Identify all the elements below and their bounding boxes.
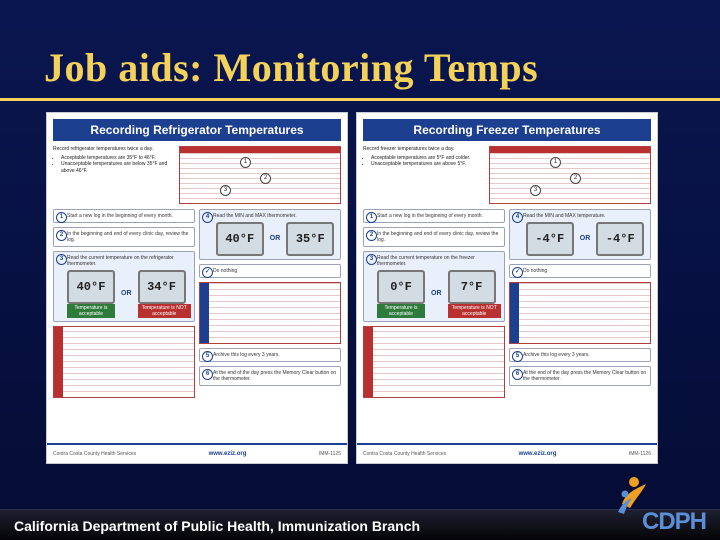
poster-intro-text — [363, 146, 485, 204]
cdph-logo — [616, 474, 706, 536]
report-form-image — [509, 282, 651, 344]
acceptable-label: Temperature is acceptable — [377, 304, 425, 318]
callout-2: 2 — [260, 173, 271, 184]
callout-3: 3 — [530, 185, 541, 196]
thermometer-display: -4°F — [596, 222, 644, 256]
poster-footer-left: Contra Costa County Health Services — [363, 451, 447, 457]
callout-1: 1 — [240, 157, 251, 168]
log-header — [180, 147, 340, 153]
acceptable-label: Temperature is acceptable — [67, 304, 115, 318]
step-1: 1 Start a new log in the beginning of every month. — [53, 209, 195, 223]
step-6: 6 At the end of the day press the Memory Clear button on the thermometer. — [199, 366, 341, 386]
poster-footer-left: Contra Costa County Health Services — [53, 451, 137, 457]
poster-steps — [53, 209, 341, 449]
poster-banner: Recording Freezer Temperatures — [363, 119, 651, 141]
not-acceptable-label: Temperature is NOT acceptable — [138, 304, 192, 318]
thermometer-display: 34°F — [138, 270, 186, 304]
poster-footer-right: IMM-1126 — [628, 451, 651, 457]
intro-line: Record refrigerator temperatures twice a day. — [53, 146, 154, 152]
thermometer-display: -4°F — [526, 222, 574, 256]
step-2: 2 In the beginning and end of every clinic day, review the log. — [363, 227, 505, 247]
bullet: • Unacceptable temperatures are below 35°F and above 46°F. — [61, 161, 175, 174]
intro-line: Record freezer temperatures twice a day. — [363, 146, 455, 152]
or-label: OR — [121, 290, 132, 297]
step-4: 4 Read the MIN and MAX temperature. -4°F OR -4°F — [509, 209, 651, 260]
step-5: 5 Archive this log every 3 years. — [509, 348, 651, 362]
intro-bullets — [53, 155, 175, 175]
slide-title: Job aids: Monitoring Temps — [44, 45, 539, 90]
refrigerator-temps-poster — [46, 112, 348, 464]
log-sheet-image — [53, 326, 195, 398]
poster-intro-text — [53, 146, 175, 204]
step-3: 3 Read the current temperature on the refrigerator thermometer. 40°F Temperature is acceptable OR 34°F Temperature is NOT acceptable — [53, 251, 195, 322]
thermometer-pair — [67, 270, 191, 318]
freezer-temps-poster — [356, 112, 658, 464]
poster-intro — [363, 146, 651, 204]
steps-right — [199, 209, 341, 449]
or-label: OR — [579, 235, 591, 242]
step-1: 1 Start a new log in the beginning of every month. — [363, 209, 505, 223]
temperature-log-image — [489, 146, 651, 204]
do-nothing-note: ✓ Do nothing — [509, 264, 651, 278]
step-4: 4 Read the MIN and MAX thermometer. 40°F OR 35°F — [199, 209, 341, 260]
thermometer-display: 0°F — [377, 270, 425, 304]
poster-footer — [47, 443, 347, 463]
slide-footer — [0, 509, 720, 540]
do-nothing-note: ✓ Do nothing — [199, 264, 341, 278]
thermometer-display: 40°F — [67, 270, 115, 304]
poster-footer-web: www.eziz.org — [518, 451, 557, 457]
steps-left — [53, 209, 195, 449]
footer-text: California Department of Public Health, Immunization Branch — [14, 518, 421, 534]
log-header — [490, 147, 650, 153]
poster-banner: Recording Refrigerator Temperatures — [53, 119, 341, 141]
poster-footer-web: www.eziz.org — [208, 451, 247, 457]
thermometer-pair — [377, 270, 501, 318]
bullet: • Unacceptable temperatures are above 5°F. — [371, 161, 485, 168]
thermometer-pair — [213, 222, 337, 256]
thermometer-display: 40°F — [216, 222, 264, 256]
callout-2: 2 — [570, 173, 581, 184]
step-2: 2 In the beginning and end of every clinic day, review the log. — [53, 227, 195, 247]
bullet: • Acceptable temperatures are 35°F to 46°F. — [61, 155, 175, 162]
thermometer-display: 7°F — [448, 270, 496, 304]
thermometer-display: 35°F — [286, 222, 334, 256]
cdph-wordmark: CDPH — [641, 508, 706, 535]
temperature-log-image — [179, 146, 341, 204]
thermometer-pair — [523, 222, 647, 256]
report-form-image — [199, 282, 341, 344]
callout-3: 3 — [220, 185, 231, 196]
poster-footer — [357, 443, 657, 463]
steps-right — [509, 209, 651, 449]
poster-intro — [53, 146, 341, 204]
poster-steps — [363, 209, 651, 449]
log-sheet-image — [363, 326, 505, 398]
intro-bullets — [363, 155, 485, 168]
step-6: 6 At the end of the day press the Memory Clear button on the thermometer. — [509, 366, 651, 386]
or-label: OR — [431, 290, 442, 297]
title-rule — [0, 98, 720, 101]
bullet: • Acceptable temperatures are 5°F and colder. — [371, 155, 485, 162]
poster-footer-right: IMM-1125 — [318, 451, 341, 457]
step-3: 3 Read the current temperature on the freezer thermometer. 0°F Temperature is acceptable OR 7°F Temperature is NOT acceptable — [363, 251, 505, 322]
callout-1: 1 — [550, 157, 561, 168]
not-acceptable-label: Temperature is NOT acceptable — [448, 304, 502, 318]
step-5: 5 Archive this log every 3 years. — [199, 348, 341, 362]
or-label: OR — [269, 235, 281, 242]
steps-left — [363, 209, 505, 449]
